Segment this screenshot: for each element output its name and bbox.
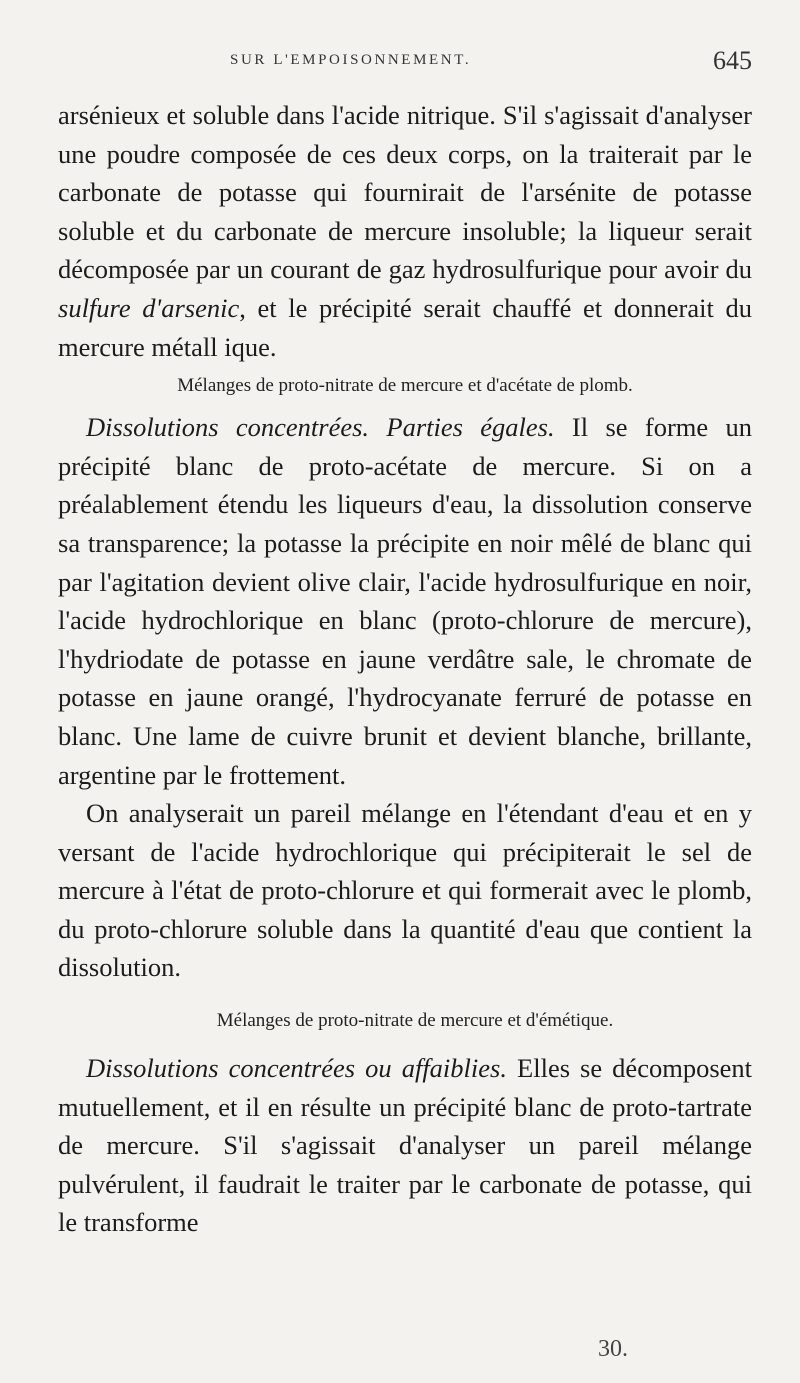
- paragraph-analyse: On analyserait un pareil mélange en l'étendant d'eau et en y versant de l'acide hydrochlorique qui précipiterait le sel de mercure à l'état de proto-chlorure et qui formerait avec le plomb, du proto-chlorure soluble dans la quantité d'eau que contient la dissolution.: [58, 798, 752, 983]
- paragraph-arsenic-mercury: [58, 96, 752, 366]
- paragraph-dissolutions-concentrees: [58, 408, 752, 794]
- paragraph-italic-term: sulfure d'arsenic: [58, 292, 240, 323]
- signature-mark: 30.: [598, 1336, 628, 1362]
- section-title-acetate-plomb: Mélanges de proto-nitrate de mercure et d'acétate de plomb.: [177, 375, 633, 397]
- page-number: 645: [713, 46, 752, 75]
- paragraph-text: Elles se décomposent mutuellement, et il en résulte un précipité blanc de proto-tartrate de mercure. S'il s'agissait d'analyser un pareil mélange pulvérulent, il faudrait le traiter par le carbonate de potasse, qui le transforme: [58, 1053, 753, 1238]
- page-body: [58, 96, 752, 1242]
- running-head: SUR L'EMPOISONNEMENT.: [230, 52, 472, 68]
- paragraph-italic-lead: Dissolutions concentrées. Parties égales.: [86, 412, 555, 443]
- paragraph-text: arsénieux et soluble dans l'acide nitrique. S'il s'agissait d'analyser une poudre composée de ces deux corps, on la traiterait par le carbonate de potasse qui fournirait de l'arsénite de potasse soluble et du carbonate de mercure insoluble; la liqueur serait décomposée par un courant de gaz hydrosulfurique pour avoir du: [58, 100, 752, 285]
- paragraph-italic-lead: Dissolutions concentrées ou affaiblies.: [86, 1053, 507, 1084]
- page-header: [58, 46, 752, 76]
- paragraph-dissolutions-affaiblies: [58, 1049, 752, 1242]
- paragraph-text: Il se forme un précipité blanc de proto-acétate de mercure. Si on a préalablement étendu les liqueurs d'eau, la dissolution conserve sa transparence; la potasse la précipite en noir mêlé de blanc qui par l'agitation devient olive clair, l'acide hydrosulfurique en noir, l'acide hydrochlorique en blanc (proto-chlorure de mercure), l'hydriodate de potasse en jaune verdâtre sale, le chromate de potasse en jaune orangé, l'hydrocyanate ferruré de potasse en blanc. Une lame de cuivre brunit et devient blanche, brillante, argentine par le frottement.: [58, 412, 752, 790]
- section-title-emetique: Mélanges de proto-nitrate de mercure et d'émétique.: [216, 1010, 614, 1032]
- paragraph-text-end: , et le précipité serait chauffé et donnerait du mercure métall ique.: [58, 292, 752, 362]
